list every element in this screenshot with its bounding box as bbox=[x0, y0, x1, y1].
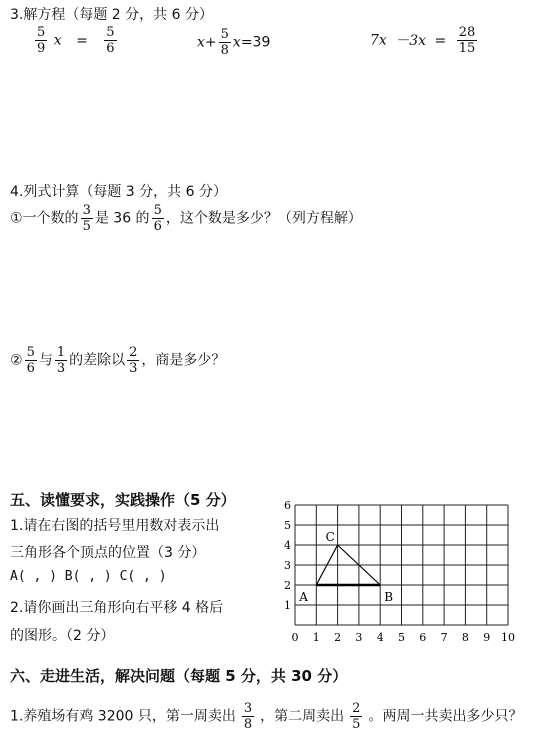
problem-text: 是 36 的 bbox=[94, 210, 150, 227]
denominator: 8 bbox=[220, 43, 229, 58]
numerator: 1 bbox=[56, 345, 66, 360]
fraction bbox=[457, 26, 478, 55]
q4-problem-2 bbox=[10, 346, 225, 375]
q3-title: 3.解方程（每题 2 分，共 6 分） bbox=[10, 7, 213, 23]
problem-text: ，这个数是多少？（列方程解） bbox=[165, 210, 362, 227]
fraction bbox=[219, 28, 231, 57]
x-tick-label: 5 bbox=[398, 631, 405, 644]
problem-text: 1.养殖场有鸡 3200 只，第一周卖出 bbox=[10, 708, 236, 725]
y-tick-label: 5 bbox=[284, 519, 291, 532]
x-tick-label: 8 bbox=[461, 631, 469, 644]
denominator: 6 bbox=[153, 219, 162, 234]
equation-right: =39 bbox=[240, 34, 271, 51]
problem-text: ，第二周卖出 bbox=[260, 708, 345, 725]
equation-3 bbox=[370, 26, 479, 55]
equation-left: x+ bbox=[197, 34, 217, 51]
s5-line-2: 三角形各个顶点的位置（3 分） bbox=[10, 545, 206, 561]
s5-line-5: 的图形。（2 分） bbox=[10, 628, 115, 644]
fraction bbox=[35, 26, 47, 55]
problem-text: ② bbox=[10, 352, 23, 369]
section-5-title: 五、读懂要求，实践操作（5 分） bbox=[10, 491, 236, 509]
numerator: 2 bbox=[352, 701, 361, 716]
denominator: 15 bbox=[458, 41, 476, 56]
x-tick-label: 10 bbox=[501, 631, 515, 644]
equals-sign: = bbox=[76, 32, 88, 49]
s6-problem-1 bbox=[10, 702, 522, 731]
problem-text: 的差除以 bbox=[69, 352, 126, 369]
point-label-b: B bbox=[384, 590, 394, 604]
coordinate-grid bbox=[283, 500, 523, 650]
numerator: 5 bbox=[153, 203, 162, 218]
problem-text: ①一个数的 bbox=[10, 210, 79, 227]
denominator: 5 bbox=[82, 219, 91, 234]
denominator: 6 bbox=[26, 361, 35, 376]
denominator: 8 bbox=[243, 717, 253, 732]
equation-1 bbox=[33, 26, 119, 55]
point-label-c: C bbox=[325, 530, 335, 544]
s5-line-1: 1.请在右图的括号里用数对表示出 bbox=[10, 518, 220, 534]
x-tick-label: 0 bbox=[291, 631, 299, 644]
fraction bbox=[81, 204, 93, 233]
fraction bbox=[152, 204, 164, 233]
s5-line-4: 2.请你画出三角形向右平移 4 格后 bbox=[10, 600, 224, 616]
coordinate-grid-svg bbox=[283, 500, 523, 650]
fraction bbox=[127, 346, 139, 375]
term: 7x bbox=[370, 32, 387, 49]
denominator: 5 bbox=[352, 717, 361, 732]
q4-problem-1 bbox=[10, 204, 362, 233]
variable: x bbox=[232, 34, 241, 51]
fraction bbox=[104, 26, 116, 55]
equation-2 bbox=[197, 28, 270, 57]
problem-text: 与 bbox=[38, 352, 53, 369]
denominator: 3 bbox=[129, 361, 138, 376]
problem-text: 。两周一共卖出多少只？ bbox=[368, 708, 523, 725]
point-label-a: A bbox=[299, 590, 308, 604]
x-tick-label: 7 bbox=[440, 631, 448, 644]
numerator: 5 bbox=[106, 25, 115, 40]
section-6-title: 六、走进生活，解决问题（每题 5 分，共 30 分） bbox=[10, 667, 348, 685]
fraction bbox=[350, 702, 362, 731]
y-tick-label: 4 bbox=[284, 539, 291, 552]
fraction bbox=[242, 702, 254, 731]
numerator: 5 bbox=[26, 345, 35, 360]
q4-title: 4.列式计算（每题 3 分，共 6 分） bbox=[10, 184, 227, 200]
equals-sign: = bbox=[434, 32, 447, 49]
x-tick-label: 1 bbox=[312, 631, 320, 644]
fraction bbox=[25, 346, 37, 375]
numerator: 3 bbox=[82, 203, 91, 218]
denominator: 9 bbox=[37, 41, 46, 56]
y-tick-label: 2 bbox=[284, 579, 291, 592]
numerator: 2 bbox=[129, 345, 138, 360]
variable: x bbox=[53, 32, 62, 49]
term: －3x bbox=[395, 32, 427, 49]
x-tick-label: 9 bbox=[483, 631, 491, 644]
numerator: 28 bbox=[458, 25, 476, 40]
s5-line-3: A( , ) B( , ) C( , ) bbox=[10, 569, 167, 584]
y-tick-label: 1 bbox=[284, 599, 291, 612]
numerator: 3 bbox=[243, 701, 253, 716]
fraction bbox=[55, 346, 67, 375]
x-tick-label: 3 bbox=[355, 631, 363, 644]
problem-text: ，商是多少？ bbox=[141, 352, 226, 369]
x-tick-label: 6 bbox=[419, 631, 427, 644]
x-tick-label: 4 bbox=[376, 631, 384, 644]
denominator: 3 bbox=[56, 361, 66, 376]
y-tick-label: 6 bbox=[284, 500, 291, 512]
denominator: 6 bbox=[106, 41, 115, 56]
y-tick-label: 3 bbox=[284, 559, 291, 572]
x-tick-label: 2 bbox=[334, 631, 342, 644]
numerator: 5 bbox=[220, 27, 229, 42]
numerator: 5 bbox=[37, 25, 46, 40]
